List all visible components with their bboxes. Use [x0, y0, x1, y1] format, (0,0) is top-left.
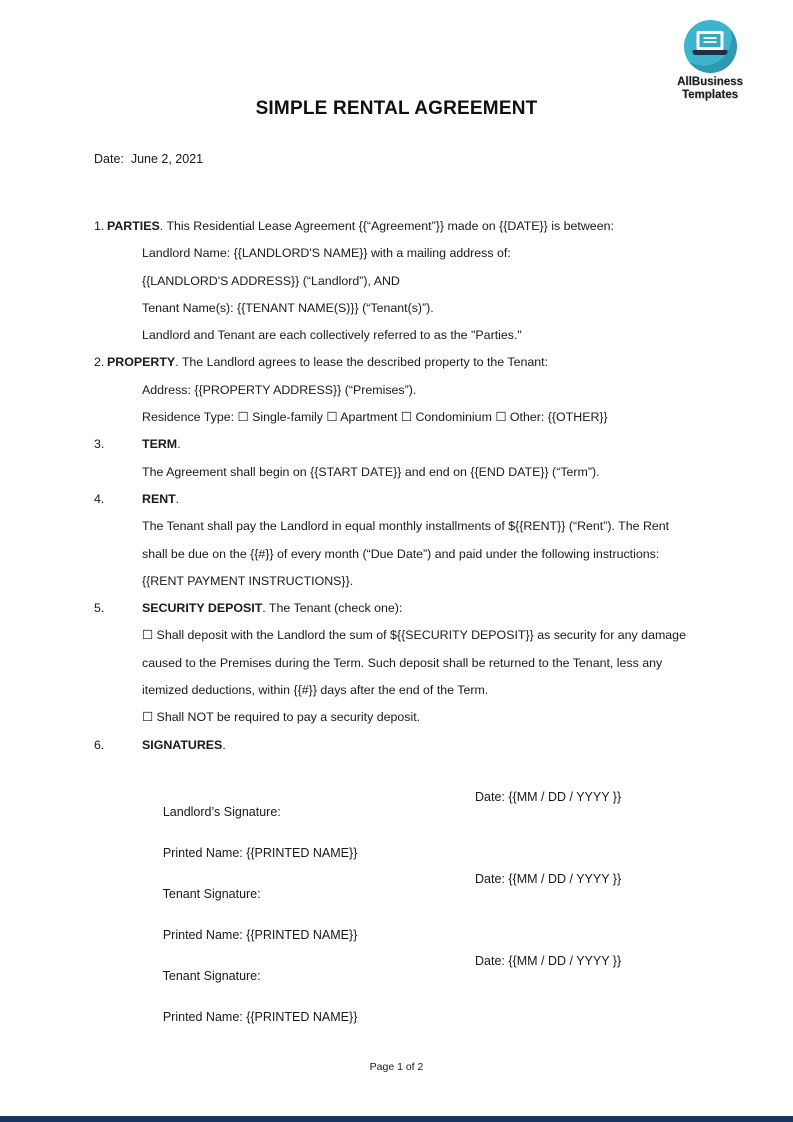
section-heading-bold: RENT: [142, 491, 176, 506]
signature-block: [142, 790, 702, 1036]
section-security-deposit-heading: [94, 595, 698, 622]
deposit-option-paragraph: ☐ Shall deposit with the Landlord the sum of ${{SECURITY DEPOSIT}} as security for any damage caused to the Premises during the Term. Such deposit shall be returned to the Tenant, less any itemized deductions, within {{#}} days after the end of the Term.: [142, 628, 686, 698]
section-heading-bold: SECURITY DEPOSIT: [142, 601, 263, 616]
footer-bar: [0, 1116, 793, 1122]
signature-date-label: Date: {{MM / DD / YYYY }}: [475, 790, 622, 804]
printed-name-row: [142, 831, 702, 860]
section-number: 2.: [94, 355, 105, 370]
laptop-screen-line: [704, 41, 717, 43]
section-parties-heading: [94, 213, 698, 240]
printed-name-row: [142, 913, 702, 942]
residence-type-options: Residence Type: ☐ Single-family ☐ Apartment ☐ Condominium ☐ Other: {{OTHER}}: [142, 410, 608, 425]
date-line: Date: June 2, 2021: [94, 152, 204, 166]
section-heading-text: .: [177, 437, 181, 452]
section-number: 3.: [94, 437, 105, 452]
rent-paragraph: The Tenant shall pay the Landlord in equal monthly installments of ${{RENT}} (“Rent”). The Rent shall be due on the {{#}} of every month (“Due Date”) and paid under the following instructions: {{RENT PAYMENT INSTRUCTIONS}}.: [142, 519, 670, 588]
section-number: 4.: [94, 491, 105, 506]
no-deposit-option-paragraph: ☐ Shall NOT be required to pay a security deposit.: [142, 710, 421, 725]
parties-paragraph: Tenant Name(s): {{TENANT NAME(S)}} (“Tenant(s)”).: [142, 300, 434, 315]
laptop-screen: [697, 31, 724, 50]
laptop-screen-line: [704, 37, 717, 39]
section-heading-text: . The Tenant (check one):: [262, 601, 403, 616]
section-rent-heading: [94, 486, 698, 513]
tenant-signature-row: [142, 954, 702, 983]
signature-date-label: Date: {{MM / DD / YYYY }}: [475, 872, 622, 886]
brand-logo: [671, 20, 749, 102]
section-signatures-heading: [94, 732, 698, 759]
section-term-heading: [94, 431, 698, 458]
signature-date-label: Date: {{MM / DD / YYYY }}: [475, 954, 622, 968]
section-heading-bold: PARTIES: [107, 219, 160, 233]
section-heading-text: . The Landlord agrees to lease the described property to the Tenant:: [175, 355, 549, 370]
signature-label: Tenant Signature:: [162, 887, 261, 901]
landlord-signature-row: [142, 790, 702, 819]
section-property-heading: [94, 349, 698, 376]
term-paragraph: The Agreement shall begin on {{START DATE}} and end on {{END DATE}} (“Term”).: [142, 464, 600, 479]
section-heading-bold: SIGNATURES: [142, 737, 223, 752]
section-number: 1.: [94, 219, 105, 233]
tenant-signature-row: [142, 872, 702, 901]
property-paragraph: Address: {{PROPERTY ADDRESS}} (“Premises”).: [142, 382, 417, 397]
laptop-base: [693, 50, 728, 55]
laptop-icon: [684, 20, 737, 73]
section-number: 6.: [94, 737, 105, 752]
printed-name-label: Printed Name: {{PRINTED NAME}}: [162, 1010, 358, 1024]
signature-label: Landlord’s Signature:: [162, 805, 281, 819]
page-title: SIMPLE RENTAL AGREEMENT: [255, 98, 538, 119]
section-heading-text: .: [222, 737, 226, 752]
section-heading-bold: TERM: [142, 437, 178, 452]
printed-name-label: Printed Name: {{PRINTED NAME}}: [162, 846, 358, 860]
page-number: Page 1 of 2: [369, 1061, 424, 1073]
section-number: 5.: [94, 601, 105, 616]
parties-paragraph: Landlord and Tenant are each collectively referred to as the "Parties.": [142, 328, 522, 343]
section-heading-text: .: [175, 491, 180, 506]
brand-name-line2: Templates: [681, 89, 739, 101]
section-heading-bold: PROPERTY: [107, 355, 176, 370]
printed-name-label: Printed Name: {{PRINTED NAME}}: [162, 928, 358, 942]
brand-name-line1: AllBusiness: [677, 76, 743, 88]
printed-name-row: [142, 995, 702, 1024]
parties-paragraph: {{LANDLORD'S ADDRESS}} (“Landlord”), AND: [142, 273, 400, 288]
section-heading-text: . This Residential Lease Agreement {{“Agreement”}} made on {{DATE}} is between:: [159, 219, 614, 233]
signature-label: Tenant Signature:: [162, 969, 261, 983]
agreement-body: [94, 213, 698, 759]
parties-paragraph: Landlord Name: {{LANDLORD'S NAME}} with a mailing address of:: [142, 246, 511, 261]
